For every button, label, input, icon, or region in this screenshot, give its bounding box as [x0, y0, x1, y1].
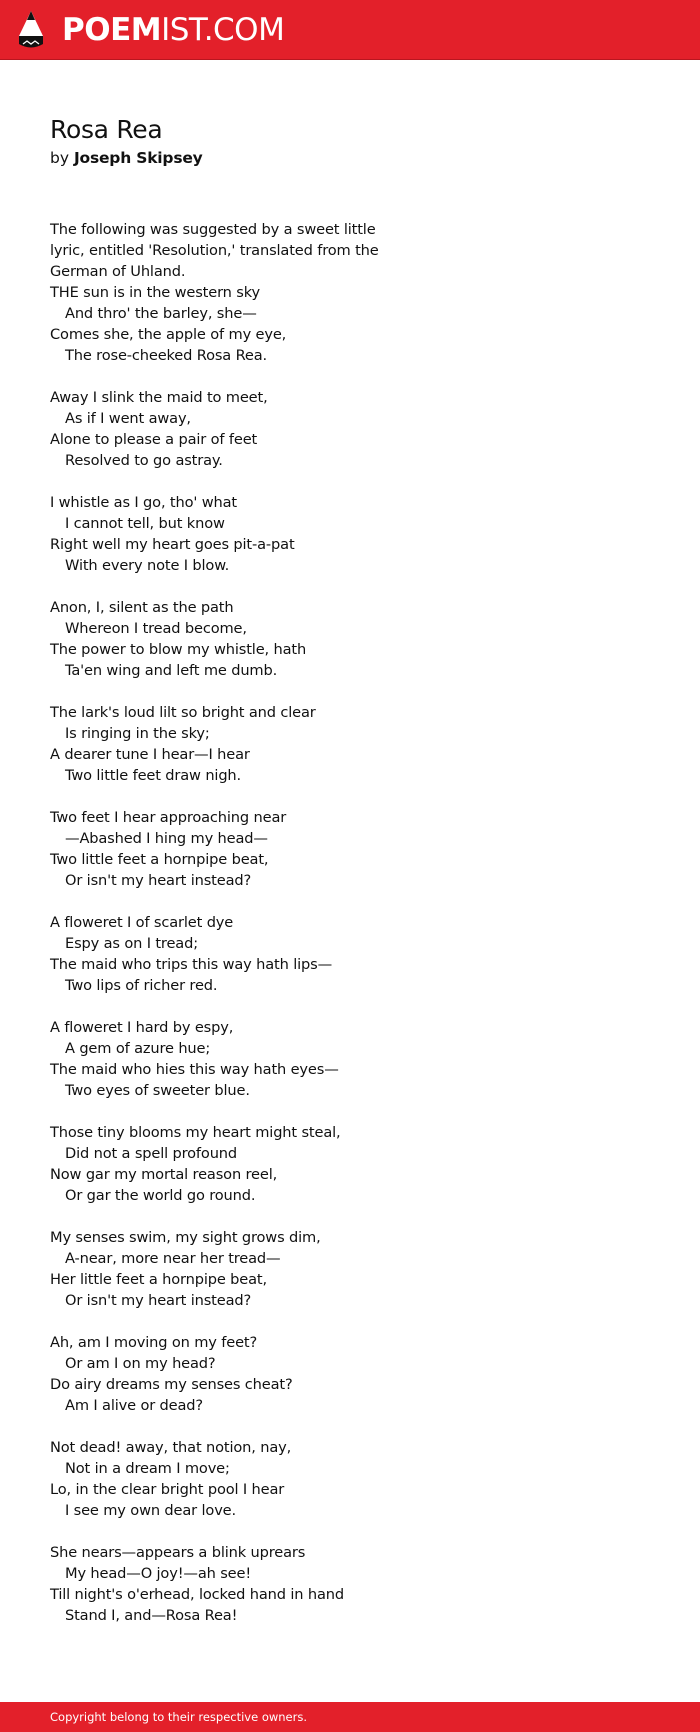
stanza [50, 702, 390, 786]
verse-line: Stand I, and—Rosa Rea! [65, 1607, 238, 1624]
stanza [50, 387, 390, 471]
verse-line: A-near, more near her tread— [65, 1250, 281, 1267]
verse-line: Or gar the world go round. [65, 1187, 256, 1204]
verse-line: A dearer tune I hear—I hear [50, 746, 250, 763]
verse-line: Resolved to go astray. [65, 452, 223, 469]
verse-line: My senses swim, my sight grows dim, [50, 1229, 321, 1246]
verse-line: With every note I blow. [65, 557, 230, 574]
verse-line: She nears—appears a blink uprears [50, 1544, 306, 1561]
verse-line: Not dead! away, that notion, nay, [50, 1439, 292, 1456]
copyright-notice: Copyright belong to their respective owners. [50, 1710, 308, 1724]
verse-line: Away I slink the maid to meet, [50, 389, 268, 406]
stanza [50, 1017, 390, 1101]
stanza-gap [50, 1101, 390, 1122]
verse-line: Espy as on I tread; [65, 935, 198, 952]
stanza [50, 1437, 390, 1521]
verse-line: —Abashed I hing my head— [65, 830, 268, 847]
verse-line: As if I went away, [65, 410, 191, 427]
stanza-gap [50, 996, 390, 1017]
verse-line: Is ringing in the sky; [65, 725, 210, 742]
verse-line: THE sun is in the western sky [50, 284, 260, 301]
verse-line: I cannot tell, but know [65, 515, 225, 532]
site-footer [0, 1702, 700, 1732]
stanza-gap [50, 576, 390, 597]
verse-line: Do airy dreams my senses cheat? [50, 1376, 293, 1393]
verse-line: The lark's loud lilt so bright and clear [50, 704, 316, 721]
site-header [0, 0, 700, 60]
site-logo[interactable] [62, 10, 284, 50]
stanza-gap [50, 1206, 390, 1227]
stanza-gap [50, 366, 390, 387]
stanza [50, 1542, 390, 1626]
stanza [50, 282, 390, 366]
stanza-gap [50, 1311, 390, 1332]
verse-line: Right well my heart goes pit-a-pat [50, 536, 295, 553]
stanza [50, 912, 390, 996]
logo-text-bold: POEM [62, 12, 162, 48]
verse-line: Lo, in the clear bright pool I hear [50, 1481, 285, 1498]
verse-line: Two feet I hear approaching near [50, 809, 287, 826]
verse-line: Two eyes of sweeter blue. [65, 1082, 250, 1099]
verse-line: Those tiny blooms my heart might steal, [50, 1124, 341, 1141]
verse-line: I see my own dear love. [65, 1502, 236, 1519]
verse-line: A floweret I of scarlet dye [50, 914, 234, 931]
pencil-tip-icon[interactable] [18, 10, 44, 51]
stanza-gap [50, 1416, 390, 1437]
verse-line: Comes she, the apple of my eye, [50, 326, 287, 343]
stanza [50, 1332, 390, 1416]
poem-body [50, 219, 390, 1626]
verse-line: Or isn't my heart instead? [65, 872, 252, 889]
stanza [50, 597, 390, 681]
logo-text-light: IST.COM [161, 12, 285, 48]
verse-line: Or isn't my heart instead? [65, 1292, 252, 1309]
verse-line: Now gar my mortal reason reel, [50, 1166, 278, 1183]
stanza-gap [50, 786, 390, 807]
verse-line: Whereon I tread become, [65, 620, 247, 637]
stanza [50, 1227, 390, 1311]
verse-line: Anon, I, silent as the path [50, 599, 234, 616]
verse-line: Did not a spell profound [65, 1145, 238, 1162]
verse-line: I whistle as I go, tho' what [50, 494, 237, 511]
verse-line: Am I alive or dead? [65, 1397, 203, 1414]
byline-label: by [50, 149, 70, 167]
verse-line: The rose-cheeked Rosa Rea. [65, 347, 268, 364]
stanza-gap [50, 891, 390, 912]
verse-line: Her little feet a hornpipe beat, [50, 1271, 267, 1288]
verse-line: The maid who hies this way hath eyes— [50, 1061, 339, 1078]
verse-line: A gem of azure hue; [65, 1040, 211, 1057]
stanza-gap [50, 681, 390, 702]
poem-title: Rosa Rea [50, 115, 163, 144]
stanza-gap [50, 471, 390, 492]
verse-line: Ah, am I moving on my feet? [50, 1334, 258, 1351]
verse-line: Till night's o'erhead, locked hand in hand [50, 1586, 344, 1603]
verse-line: Two lips of richer red. [65, 977, 218, 994]
verse-line: The maid who trips this way hath lips— [50, 956, 333, 973]
verse-line: Alone to please a pair of feet [50, 431, 258, 448]
stanza-gap [50, 1521, 390, 1542]
stanza [50, 807, 390, 891]
verse-line: Not in a dream I move; [65, 1460, 230, 1477]
verse-line: Two little feet a hornpipe beat, [50, 851, 269, 868]
intro-line: lyric, entitled 'Resolution,' translated from the [50, 242, 379, 259]
verse-line: A floweret I hard by espy, [50, 1019, 234, 1036]
verse-line: And thro' the barley, she— [65, 305, 257, 322]
verse-line: Two little feet draw nigh. [65, 767, 242, 784]
verse-line: The power to blow my whistle, hath [50, 641, 307, 658]
byline [50, 148, 203, 168]
author-name: Joseph Skipsey [73, 149, 203, 167]
intro-line: The following was suggested by a sweet little [50, 221, 376, 238]
stanza [50, 492, 390, 576]
verse-line: Ta'en wing and left me dumb. [65, 662, 278, 679]
verse-line: Or am I on my head? [65, 1355, 216, 1372]
stanza [50, 1122, 390, 1206]
verse-line: My head—O joy!—ah see! [65, 1565, 252, 1582]
intro-line: German of Uhland. [50, 263, 186, 280]
